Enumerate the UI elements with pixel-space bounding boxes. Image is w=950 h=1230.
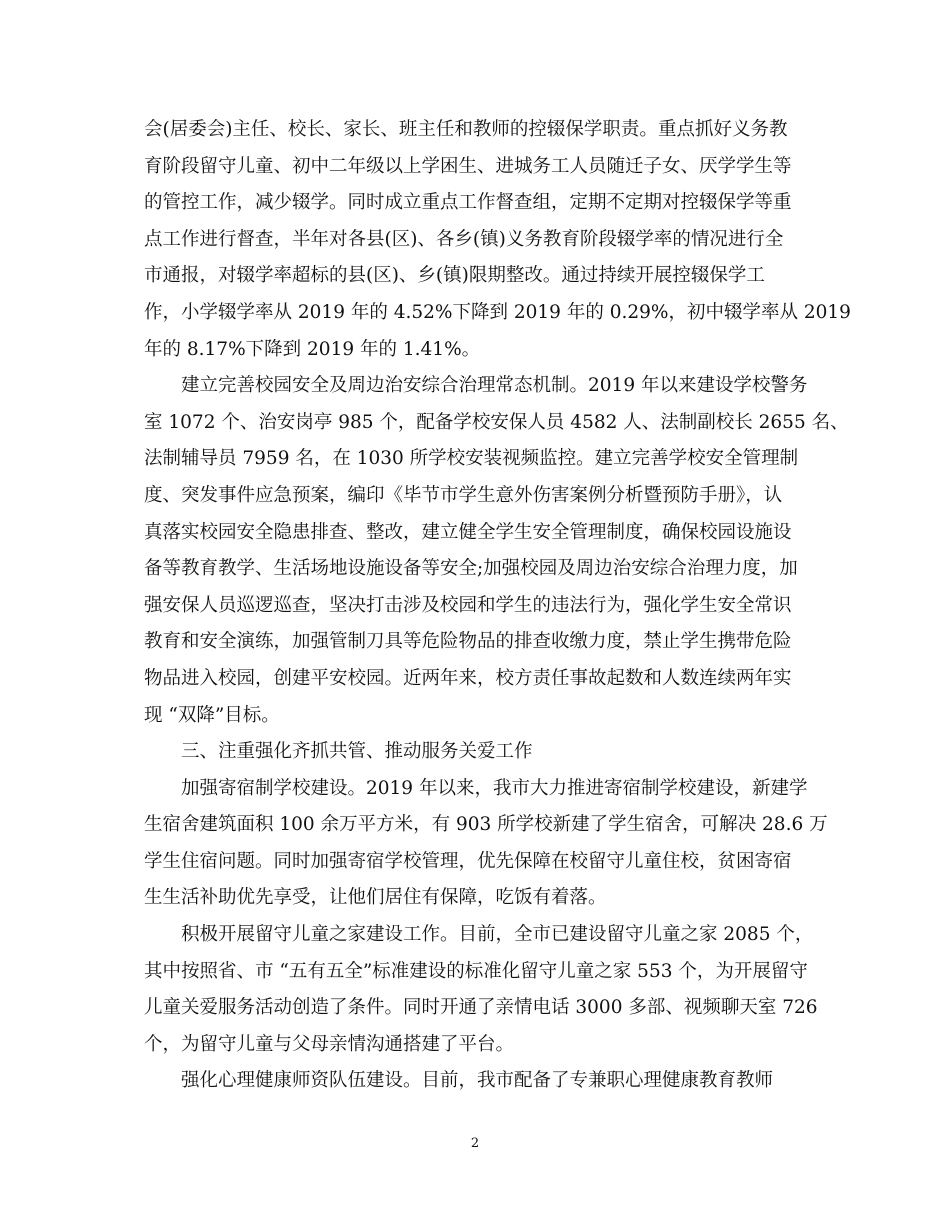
text-line: 儿童关爱服务活动创造了条件。同时开通了亲情电话 3000 多部、视频聊天室 726 — [144, 997, 818, 1019]
text-line: 现 “双降”目标。 — [144, 704, 280, 726]
text-line: 物品进入校园，创建平安校园。近两年来，校方责任事故起数和人数连续两年实 — [144, 667, 792, 689]
paragraph-first-line: 强化心理健康师资队伍建设。目前，我市配备了专兼职心理健康教育教师 — [181, 1070, 774, 1092]
text-line: 备等教育教学、生活场地设施设备等安全;加强校园及周边治安综合治理力度，加 — [144, 558, 798, 580]
text-line: 室 1072 个、治安岗亭 985 个，配备学校安保人员 4582 人、法制副校长 2655 名、 — [144, 411, 849, 433]
text-line: 法制辅导员 7959 名，在 1030 所学校安装视频监控。建立完善学校安全管理制 — [144, 448, 799, 470]
text-line: 的管控工作，减少辍学。同时成立重点工作督查组，定期不定期对控辍保学等重 — [144, 192, 792, 214]
text-line: 强安保人员巡逻巡查，坚决打击涉及校园和学生的违法行为，强化学生安全常识 — [144, 594, 792, 616]
text-line: 学生住宿问题。同时加强寄宿学校管理，优先保障在校留守儿童住校，贫困寄宿 — [144, 850, 792, 872]
text-line: 点工作进行督查，半年对各县(区)、各乡(镇)义务教育阶段辍学率的情况进行全 — [144, 228, 784, 250]
text-line: 度、突发事件应急预案，编印《毕节市学生意外伤害案例分析暨预防手册》，认 — [144, 484, 783, 506]
section-heading: 三、注重强化齐抓共管、推动服务关爱工作 — [181, 741, 533, 763]
text-line: 会(居委会)主任、校长、家长、班主任和教师的控辍保学职责。重点抓好义务教 — [144, 119, 788, 140]
body-text — [144, 112, 851, 1100]
text-line: 生生活补助优先享受，让他们居住有保障，吃饭有着落。 — [144, 887, 607, 909]
text-line: 年的 8.17%下降到 2019 年的 1.41%。 — [144, 338, 481, 360]
text-line: 市通报，对辍学率超标的县(区)、乡(镇)限期整改。通过持续开展控辍保学工 — [144, 265, 765, 287]
text-line: 教育和安全演练，加强管制刀具等危险物品的排查收缴力度，禁止学生携带危险 — [144, 631, 792, 653]
text-line: 其中按照省、市 “五有五全”标准建设的标准化留守儿童之家 553 个，为开展留守 — [144, 960, 808, 982]
paragraph-first-line: 建立完善校园安全及周边治安综合治理常态机制。2019 年以来建设学校警务 — [181, 375, 808, 397]
paragraph-first-line: 加强寄宿制学校建设。2019 年以来，我市大力推进寄宿制学校建设，新建学 — [181, 777, 808, 799]
text-line: 个，为留守儿童与父母亲情沟通搭建了平台。 — [144, 1033, 515, 1055]
text-line: 作，小学辍学率从 2019 年的 4.52%下降到 2019 年的 0.29%，初中辍学率从 2019 — [144, 301, 851, 323]
text-line: 生宿舍建筑面积 100 余万平方米，有 903 所学校新建了学生宿舍，可解决 28.6 万 — [144, 814, 828, 836]
text-line: 真落实校园安全隐患排查、整改，建立健全学生安全管理制度，确保校园设施设 — [144, 521, 792, 543]
paragraph-first-line: 积极开展留守儿童之家建设工作。目前，全市已建设留守儿童之家 2085 个， — [181, 924, 814, 946]
page-number: 2 — [470, 1136, 480, 1151]
text-line: 育阶段留守儿童、初中二年级以上学困生、进城务工人员随迁子女、厌学学生等 — [144, 155, 792, 177]
